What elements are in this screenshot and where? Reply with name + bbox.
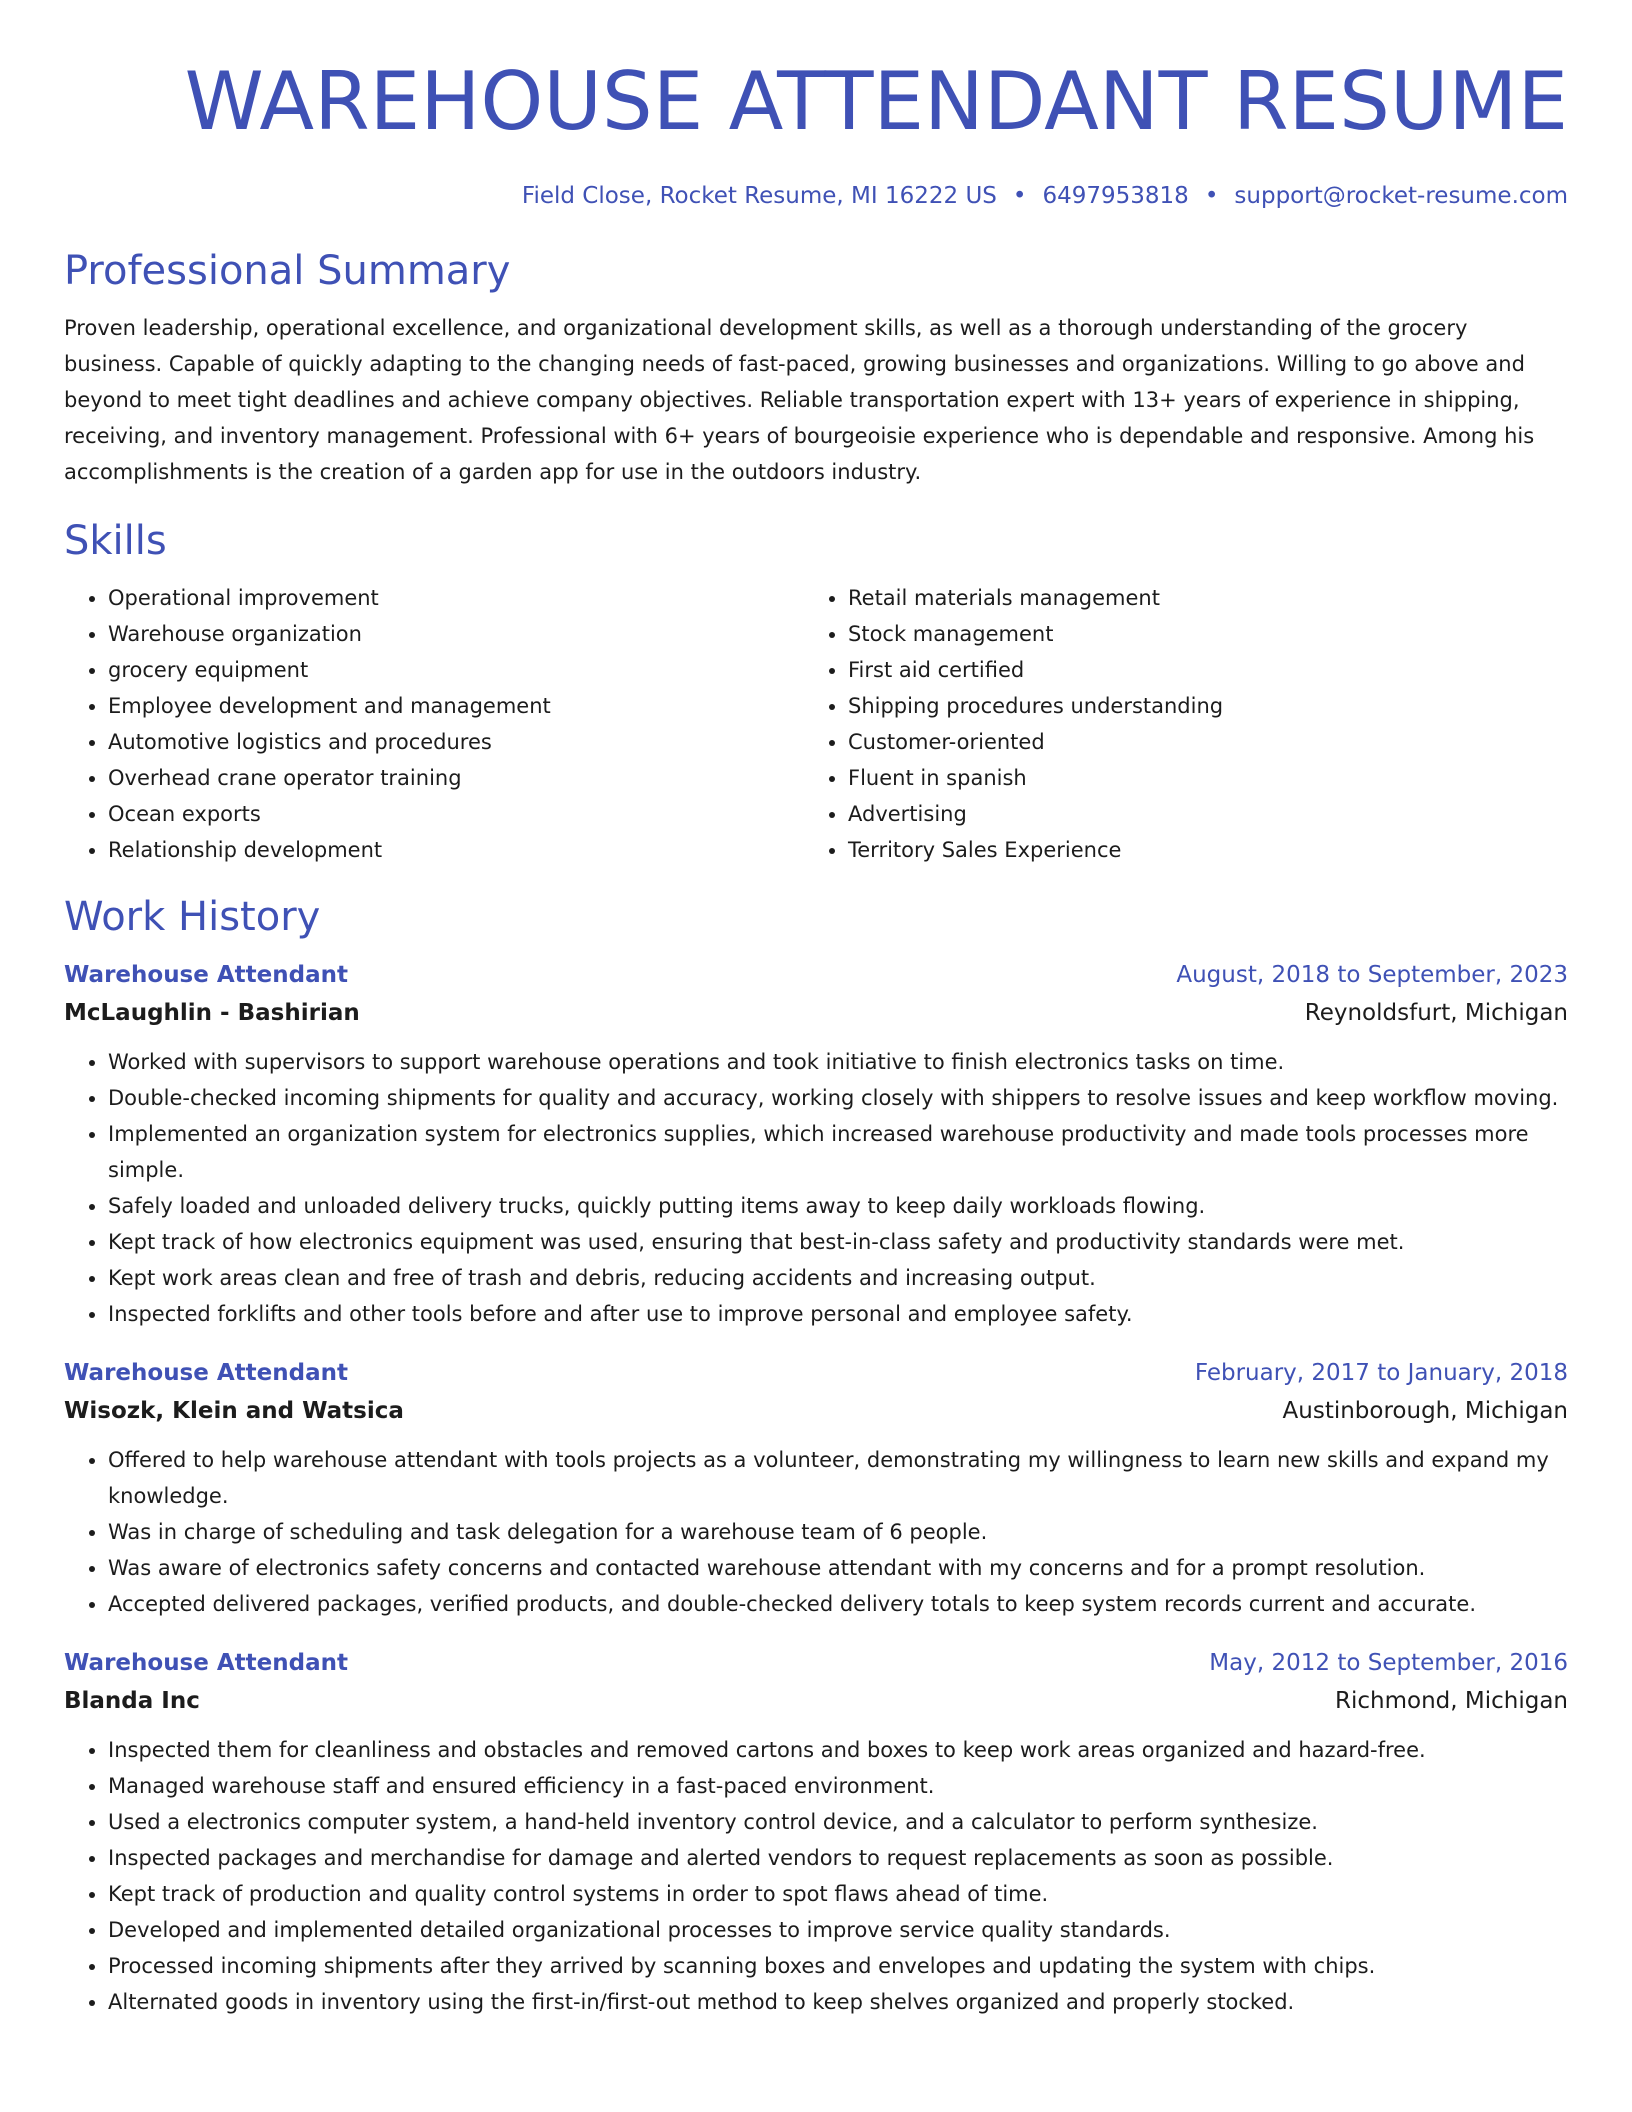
job-duty-item: • Accepted delivered packages, verified products, and double-checked delivery totals to keep system records current and accurate. [108,1586,1568,1622]
job-duty-item: • Worked with supervisors to support warehouse operations and took initiative to finish electronics tasks on time. [108,1044,1568,1080]
job-company-row [64,1392,1568,1430]
job-company: Wisozk, Klein and Watsica [64,1398,404,1424]
job-duty-item: • Double-checked incoming shipments for quality and accuracy, working closely with shippers to resolve issues and keep workflow moving. [108,1080,1568,1116]
skill-item: • Automotive logistics and procedures [108,724,804,760]
job-duty-item: • Inspected forklifts and other tools before and after use to improve personal and employee safety. [108,1296,1568,1332]
job-entry [64,956,1568,1332]
job-entry [64,1644,1568,2020]
job-title: Warehouse Attendant [64,962,348,988]
resume-title: WAREHOUSE ATTENDANT RESUME [184,55,1568,148]
job-duty-item: • Kept track of production and quality control systems in order to spot flaws ahead of time. [108,1876,1568,1912]
skills-column-left [64,580,804,868]
work-history-heading: Work History [64,894,321,940]
job-duty-item: • Implemented an organization system for electronics supplies, which increased warehouse productivity and made tools processes more simple. [108,1116,1568,1188]
job-title: Warehouse Attendant [64,1650,348,1676]
job-duty-item: • Was in charge of scheduling and task delegation for a warehouse team of 6 people. [108,1514,1568,1550]
job-title-row [64,1354,1568,1392]
job-duty-item: • Inspected packages and merchandise for damage and alerted vendors to request replacements as soon as possible. [108,1840,1568,1876]
contact-address: Field Close, Rocket Resume, MI 16222 US [521,183,997,209]
skill-item: • Overhead crane operator training [108,760,804,796]
summary-heading: Professional Summary [64,248,511,294]
job-title-row [64,956,1568,994]
job-duty-item: • Managed warehouse staff and ensured efficiency in a fast-paced environment. [108,1768,1568,1804]
skill-item: • First aid certified [848,652,1544,688]
contact-separator: • [1012,183,1027,209]
job-company: McLaughlin - Bashirian [64,1000,360,1026]
skill-item: • grocery equipment [108,652,804,688]
contact-separator: • [1204,183,1219,209]
job-dates: February, 2017 to January, 2018 [1194,1360,1568,1386]
contact-line [64,178,1568,214]
skill-item: • Operational improvement [108,580,804,616]
job-duties [64,1442,1568,1622]
job-location: Austinborough, Michigan [1282,1398,1568,1424]
skills-list [64,580,1568,868]
job-company-row [64,994,1568,1032]
job-location: Reynoldsfurt, Michigan [1304,1000,1568,1026]
skill-item: • Employee development and management [108,688,804,724]
resume-header [64,0,1568,214]
job-title-row [64,1644,1568,1682]
job-duty-item: • Was aware of electronics safety concerns and contacted warehouse attendant with my concerns and for a prompt resolution. [108,1550,1568,1586]
skill-item: • Fluent in spanish [848,760,1544,796]
job-duty-item: • Inspected them for cleanliness and obstacles and removed cartons and boxes to keep work areas organized and hazard-free. [108,1732,1568,1768]
contact-phone: 6497953818 [1042,183,1189,209]
job-duties [64,1044,1568,1332]
job-duty-item: • Used a electronics computer system, a hand-held inventory control device, and a calculator to perform synthesize. [108,1804,1568,1840]
job-duty-item: • Offered to help warehouse attendant with tools projects as a volunteer, demonstrating my willingness to learn new skills and expand my knowledge. [108,1442,1568,1514]
job-duty-item: • Safely loaded and unloaded delivery trucks, quickly putting items away to keep daily workloads flowing. [108,1188,1568,1224]
job-location: Richmond, Michigan [1335,1688,1568,1714]
skill-item: • Shipping procedures understanding [848,688,1544,724]
summary-text: Proven leadership, operational excellence, and organizational development skills, as well as a thorough understanding of the grocery business. Capable of quickly adapting to the changing needs of fast-paced, growing businesses and organizations. Willing to go above and beyond to meet tight deadlines and achieve company objectives. Reliable transportation expert with 13+ years of experience in shipping, receiving, and inventory management. Professional with 6+ years of bourgeoisie experience who is dependable and responsive. Among his accomplishments is the creation of a garden app for use in the outdoors industry. [64,316,1535,484]
work-history-list [64,956,1568,2020]
skills-heading: Skills [64,518,167,564]
job-duty-item: • Alternated goods in inventory using the first-in/first-out method to keep shelves organized and properly stocked. [108,1984,1568,2020]
job-duty-item: • Processed incoming shipments after they arrived by scanning boxes and envelopes and updating the system with chips. [108,1948,1568,1984]
job-title: Warehouse Attendant [64,1360,348,1386]
job-company: Blanda Inc [64,1688,200,1714]
job-entry [64,1354,1568,1622]
job-duty-item: • Kept work areas clean and free of trash and debris, reducing accidents and increasing output. [108,1260,1568,1296]
skill-item: • Retail materials management [848,580,1544,616]
job-duty-item: • Kept track of how electronics equipment was used, ensuring that best-in-class safety and productivity standards were met. [108,1224,1568,1260]
skill-item: • Warehouse organization [108,616,804,652]
contact-email[interactable]: support@rocket-resume.com [1234,183,1568,209]
skill-item: • Territory Sales Experience [848,832,1544,868]
skill-item: • Relationship development [108,832,804,868]
job-company-row [64,1682,1568,1720]
skill-item: • Customer-oriented [848,724,1544,760]
skill-item: • Advertising [848,796,1544,832]
skills-column-right [804,580,1544,868]
skill-item: • Ocean exports [108,796,804,832]
job-duties [64,1732,1568,2020]
job-duty-item: • Developed and implemented detailed organizational processes to improve service quality standards. [108,1912,1568,1948]
skill-item: • Stock management [848,616,1544,652]
job-dates: May, 2012 to September, 2016 [1209,1650,1568,1676]
job-dates: August, 2018 to September, 2023 [1176,962,1568,988]
